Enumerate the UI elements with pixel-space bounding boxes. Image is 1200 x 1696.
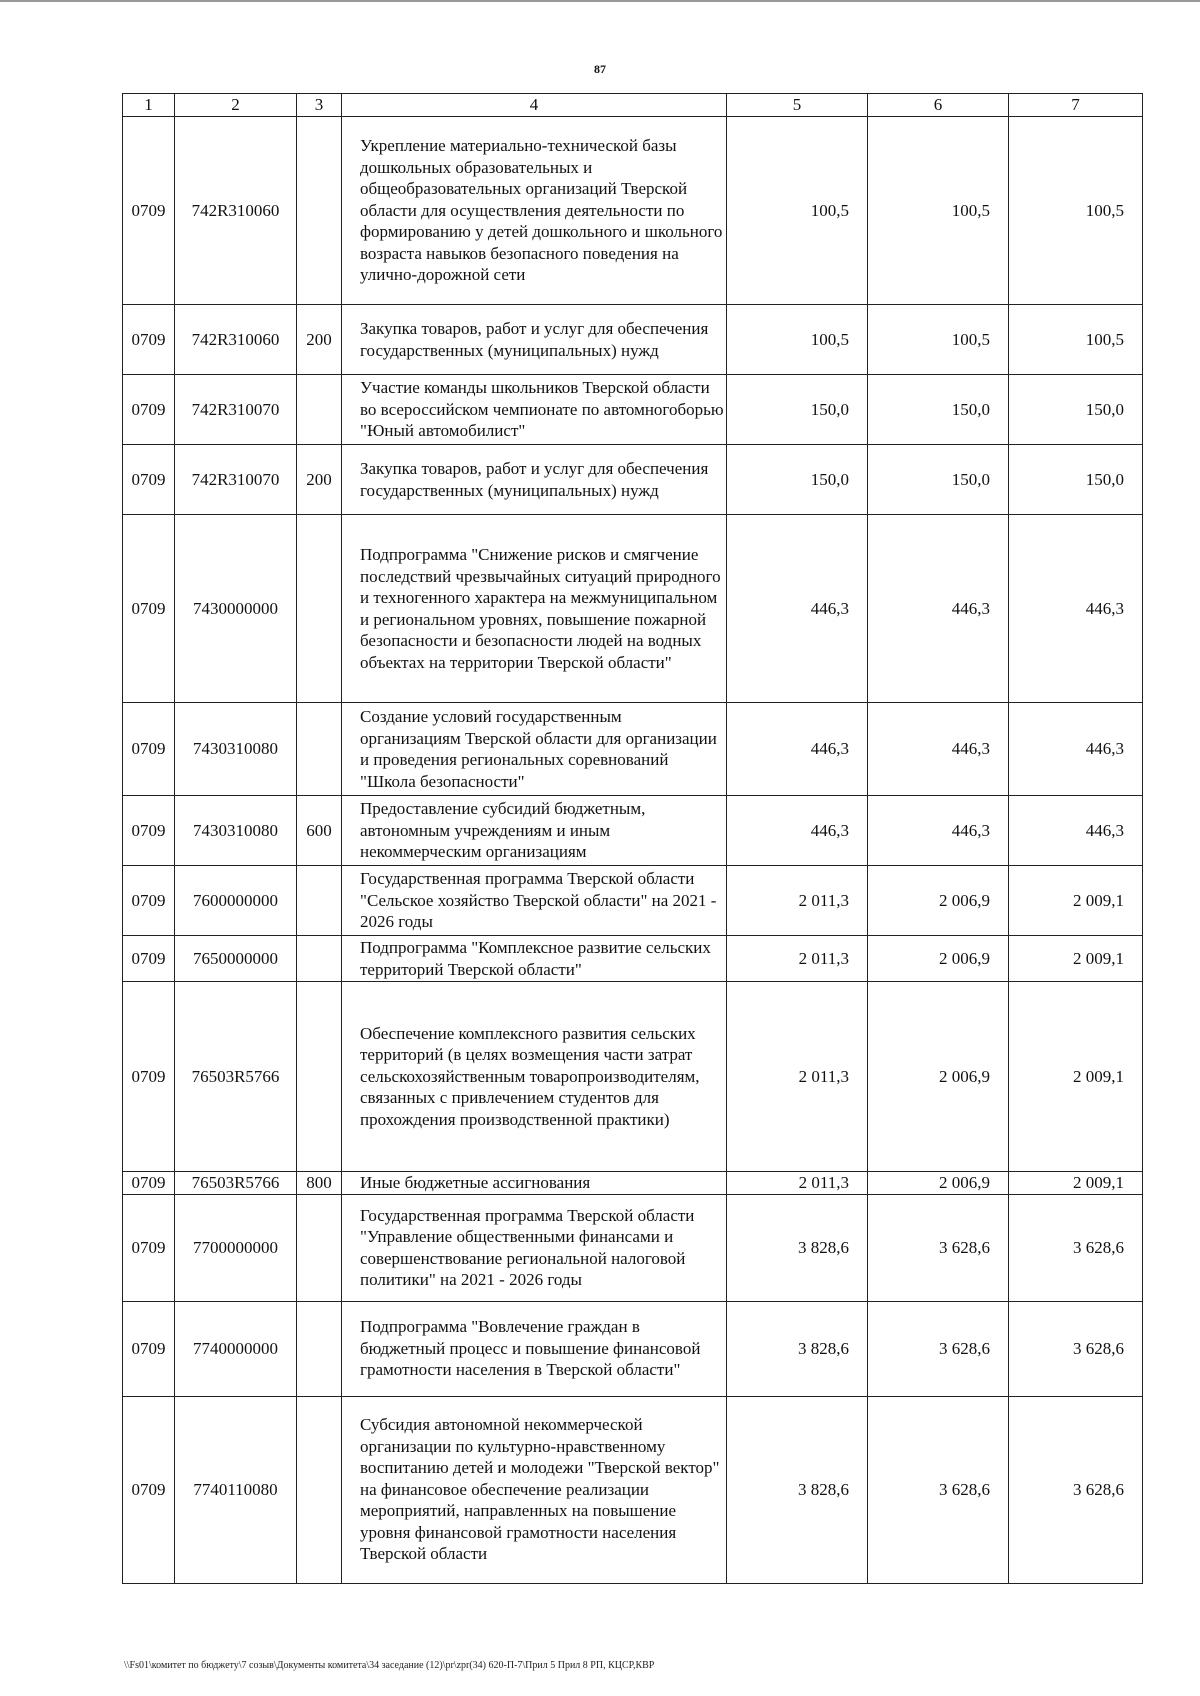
budget-table bbox=[122, 93, 1143, 1584]
amount-col-5: 446,3 bbox=[727, 796, 868, 866]
column-header-3: 3 bbox=[297, 94, 342, 117]
table-row bbox=[123, 117, 1143, 305]
amount-col-6: 2 006,9 bbox=[868, 866, 1009, 936]
section-code: 0709 bbox=[123, 445, 175, 515]
expense-type-code: 200 bbox=[297, 445, 342, 515]
item-description: Подпрограмма "Комплексное развитие сельских территорий Тверской области" bbox=[342, 936, 727, 982]
expense-type-code bbox=[297, 1301, 342, 1396]
table-row bbox=[123, 1194, 1143, 1301]
amount-col-5: 150,0 bbox=[727, 445, 868, 515]
item-description: Предоставление субсидий бюджетным, автономным учреждениям и иным некоммерческим организациям bbox=[342, 796, 727, 866]
amount-col-7: 2 009,1 bbox=[1009, 982, 1143, 1172]
column-header-5: 5 bbox=[727, 94, 868, 117]
amount-col-7: 100,5 bbox=[1009, 117, 1143, 305]
expense-type-code bbox=[297, 117, 342, 305]
table-row bbox=[123, 305, 1143, 375]
amount-col-6: 446,3 bbox=[868, 703, 1009, 796]
section-code: 0709 bbox=[123, 515, 175, 703]
table-row bbox=[123, 982, 1143, 1172]
amount-col-6: 2 006,9 bbox=[868, 1172, 1009, 1195]
section-code: 0709 bbox=[123, 982, 175, 1172]
amount-col-5: 100,5 bbox=[727, 117, 868, 305]
table-row bbox=[123, 796, 1143, 866]
section-code: 0709 bbox=[123, 375, 175, 445]
item-description: Закупка товаров, работ и услуг для обеспечения государственных (муниципальных) нужд bbox=[342, 305, 727, 375]
table-row bbox=[123, 1396, 1143, 1583]
amount-col-7: 2 009,1 bbox=[1009, 936, 1143, 982]
item-description: Участие команды школьников Тверской области во всероссийском чемпионате по автомногоборью "Юный автомобилист" bbox=[342, 375, 727, 445]
expense-type-code bbox=[297, 982, 342, 1172]
amount-col-7: 2 009,1 bbox=[1009, 1172, 1143, 1195]
amount-col-5: 446,3 bbox=[727, 703, 868, 796]
amount-col-5: 2 011,3 bbox=[727, 936, 868, 982]
expense-type-code bbox=[297, 936, 342, 982]
table-row bbox=[123, 445, 1143, 515]
column-header-7: 7 bbox=[1009, 94, 1143, 117]
amount-col-7: 3 628,6 bbox=[1009, 1194, 1143, 1301]
column-header-1: 1 bbox=[123, 94, 175, 117]
section-code: 0709 bbox=[123, 936, 175, 982]
amount-col-6: 3 628,6 bbox=[868, 1396, 1009, 1583]
section-code: 0709 bbox=[123, 1194, 175, 1301]
table-row bbox=[123, 936, 1143, 982]
amount-col-6: 150,0 bbox=[868, 375, 1009, 445]
expense-type-code bbox=[297, 1194, 342, 1301]
amount-col-7: 3 628,6 bbox=[1009, 1396, 1143, 1583]
section-code: 0709 bbox=[123, 1396, 175, 1583]
amount-col-7: 446,3 bbox=[1009, 515, 1143, 703]
amount-col-5: 3 828,6 bbox=[727, 1396, 868, 1583]
item-description: Государственная программа Тверской области "Управление общественными финансами и совершенствование региональной налоговой политики" на 2021 - 2026 годы bbox=[342, 1194, 727, 1301]
item-description: Подпрограмма "Снижение рисков и смягчение последствий чрезвычайных ситуаций природного и техногенного характера на межмуниципальном и региональном уровнях, повышение пожарной безопасности и безопасности людей на водных объектах на территории Тверской области" bbox=[342, 515, 727, 703]
amount-col-6: 150,0 bbox=[868, 445, 1009, 515]
target-article-code: 7700000000 bbox=[175, 1194, 297, 1301]
expense-type-code bbox=[297, 515, 342, 703]
target-article-code: 7430310080 bbox=[175, 703, 297, 796]
amount-col-7: 446,3 bbox=[1009, 796, 1143, 866]
expense-type-code bbox=[297, 375, 342, 445]
amount-col-6: 446,3 bbox=[868, 515, 1009, 703]
expense-type-code: 200 bbox=[297, 305, 342, 375]
amount-col-5: 3 828,6 bbox=[727, 1301, 868, 1396]
section-code: 0709 bbox=[123, 703, 175, 796]
target-article-code: 76503R5766 bbox=[175, 982, 297, 1172]
target-article-code: 742R310060 bbox=[175, 117, 297, 305]
amount-col-7: 446,3 bbox=[1009, 703, 1143, 796]
target-article-code: 742R310060 bbox=[175, 305, 297, 375]
target-article-code: 7740000000 bbox=[175, 1301, 297, 1396]
item-description: Обеспечение комплексного развития сельских территорий (в целях возмещения части затрат сельскохозяйственным товаропроизводителям, связанных с привлечением студентов для прохождения производственной практики) bbox=[342, 982, 727, 1172]
section-code: 0709 bbox=[123, 1301, 175, 1396]
amount-col-6: 446,3 bbox=[868, 796, 1009, 866]
amount-col-5: 2 011,3 bbox=[727, 866, 868, 936]
target-article-code: 742R310070 bbox=[175, 375, 297, 445]
section-code: 0709 bbox=[123, 796, 175, 866]
item-description: Иные бюджетные ассигнования bbox=[342, 1172, 727, 1195]
target-article-code: 7650000000 bbox=[175, 936, 297, 982]
amount-col-6: 100,5 bbox=[868, 305, 1009, 375]
amount-col-6: 100,5 bbox=[868, 117, 1009, 305]
amount-col-6: 2 006,9 bbox=[868, 982, 1009, 1172]
target-article-code: 7600000000 bbox=[175, 866, 297, 936]
amount-col-6: 2 006,9 bbox=[868, 936, 1009, 982]
footer-file-path: \\Fs01\комитет по бюджету\7 созыв\Документы комитета\34 заседание (12)\pr\zpr(34) 620-П-7\Прил 5 Прил 8 РП, КЦСР,КВР bbox=[124, 1660, 655, 1671]
table-row bbox=[123, 1301, 1143, 1396]
table-row bbox=[123, 703, 1143, 796]
amount-col-5: 446,3 bbox=[727, 515, 868, 703]
section-code: 0709 bbox=[123, 117, 175, 305]
column-header-2: 2 bbox=[175, 94, 297, 117]
section-code: 0709 bbox=[123, 1172, 175, 1195]
amount-col-5: 2 011,3 bbox=[727, 1172, 868, 1195]
item-description: Государственная программа Тверской области "Сельское хозяйство Тверской области" на 2021 - 2026 годы bbox=[342, 866, 727, 936]
amount-col-5: 2 011,3 bbox=[727, 982, 868, 1172]
item-description: Подпрограмма "Вовлечение граждан в бюджетный процесс и повышение финансовой грамотности населения в Тверской области" bbox=[342, 1301, 727, 1396]
section-code: 0709 bbox=[123, 866, 175, 936]
expense-type-code bbox=[297, 1396, 342, 1583]
target-article-code: 76503R5766 bbox=[175, 1172, 297, 1195]
amount-col-7: 3 628,6 bbox=[1009, 1301, 1143, 1396]
target-article-code: 7430000000 bbox=[175, 515, 297, 703]
amount-col-5: 150,0 bbox=[727, 375, 868, 445]
amount-col-7: 150,0 bbox=[1009, 375, 1143, 445]
table-row bbox=[123, 1172, 1143, 1195]
target-article-code: 742R310070 bbox=[175, 445, 297, 515]
expense-type-code: 800 bbox=[297, 1172, 342, 1195]
section-code: 0709 bbox=[123, 305, 175, 375]
item-description: Создание условий государственным организациям Тверской области для организации и проведения региональных соревнований "Школа безопасности" bbox=[342, 703, 727, 796]
table-row bbox=[123, 375, 1143, 445]
expense-type-code: 600 bbox=[297, 796, 342, 866]
amount-col-6: 3 628,6 bbox=[868, 1194, 1009, 1301]
header-row bbox=[123, 94, 1143, 117]
item-description: Закупка товаров, работ и услуг для обеспечения государственных (муниципальных) нужд bbox=[342, 445, 727, 515]
amount-col-5: 3 828,6 bbox=[727, 1194, 868, 1301]
item-description: Укрепление материально-технической базы дошкольных образовательных и общеобразовательных организаций Тверской области для осуществления деятельности по формированию у детей дошкольного и школьного возраста навыков безопасного поведения на улично-дорожной сети bbox=[342, 117, 727, 305]
column-header-4: 4 bbox=[342, 94, 727, 117]
item-description: Субсидия автономной некоммерческой организации по культурно-нравственному воспитанию детей и молодежи "Тверской вектор" на финансовое обеспечение реализации мероприятий, направленных на повышение уровня финансовой грамотности населения Тверской области bbox=[342, 1396, 727, 1583]
amount-col-7: 150,0 bbox=[1009, 445, 1143, 515]
expense-type-code bbox=[297, 703, 342, 796]
scan-edge bbox=[0, 0, 1200, 2]
table-row bbox=[123, 866, 1143, 936]
amount-col-5: 100,5 bbox=[727, 305, 868, 375]
amount-col-7: 2 009,1 bbox=[1009, 866, 1143, 936]
page-number: 87 bbox=[594, 62, 606, 76]
column-header-6: 6 bbox=[868, 94, 1009, 117]
target-article-code: 7740110080 bbox=[175, 1396, 297, 1583]
expense-type-code bbox=[297, 866, 342, 936]
table-row bbox=[123, 515, 1143, 703]
amount-col-7: 100,5 bbox=[1009, 305, 1143, 375]
target-article-code: 7430310080 bbox=[175, 796, 297, 866]
amount-col-6: 3 628,6 bbox=[868, 1301, 1009, 1396]
